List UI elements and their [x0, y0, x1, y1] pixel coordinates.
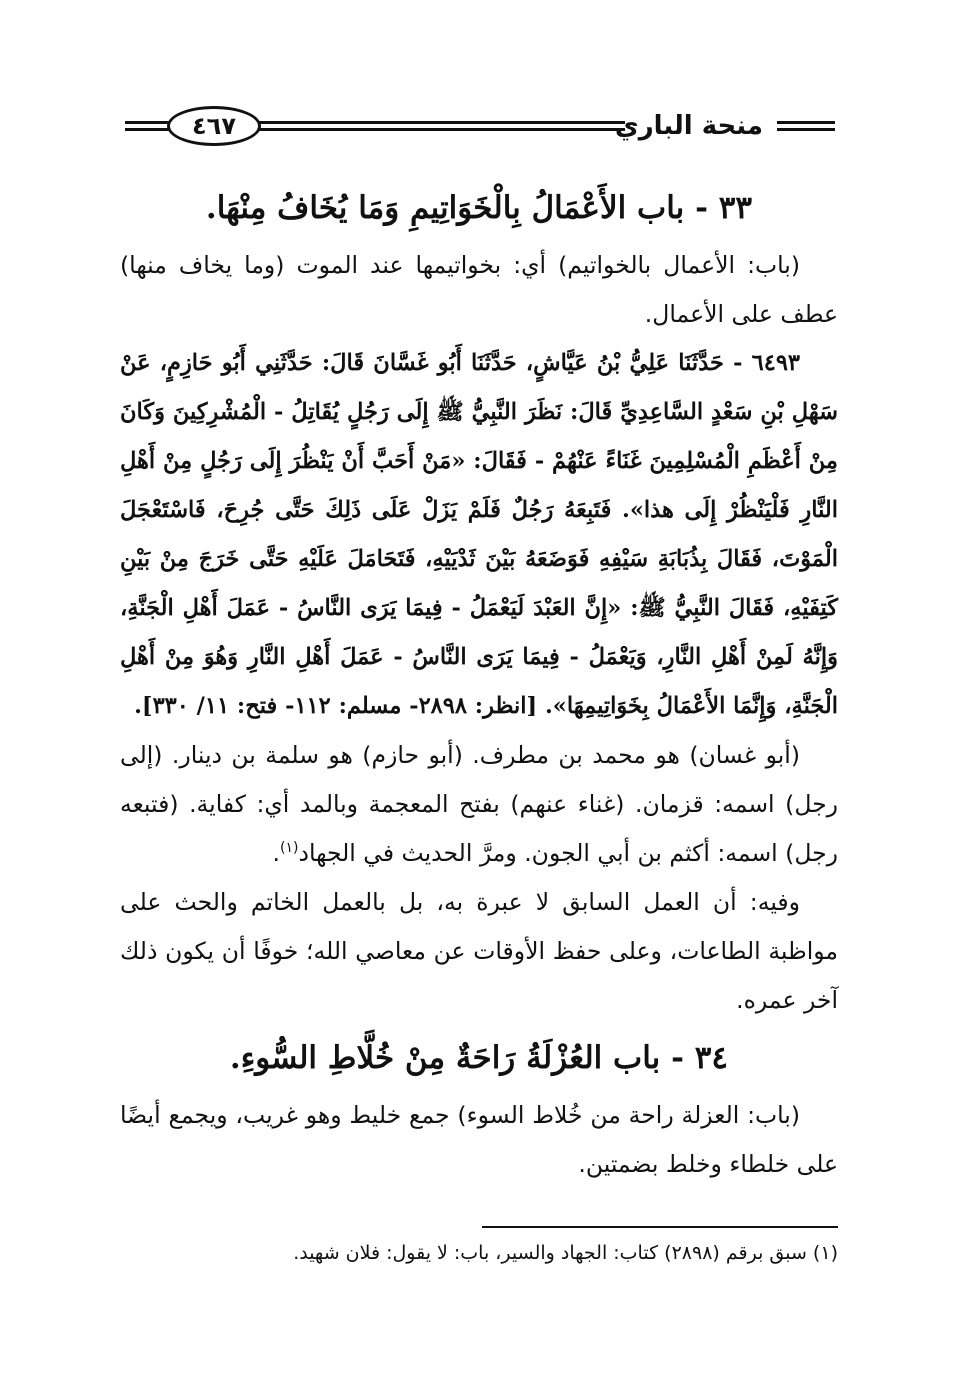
footnote: (١) سبق برقم (٢٨٩٨) كتاب: الجهاد والسير، باب: لا يقول: فلان شهيد.	[293, 1242, 838, 1264]
hadith-text: ٦٤٩٣ - حَدَّثَنَا عَلِيُّ بْنُ عَيَّاشٍ، حَدَّثَنَا أَبُو غَسَّانَ قَالَ: حَدَّثَنِي أَبُو حَازِمٍ، عَنْ سَهْلِ بْنِ سَعْدٍ السَّاعِدِيِّ قَالَ: نَظَرَ النَّبِيُّ ﷺ إِلَى رَجُلٍ يُقَاتِلُ - الْمُشْرِكِينَ وَكَانَ مِنْ أَعْظَمِ الْمُسْلِمِينَ غَنَاءً عَنْهُمْ - فَقَالَ: «مَنْ أَحَبَّ أَنْ يَنْظُرَ إِلَى رَجُلٍ مِنْ أَهْلِ النَّارِ فَلْيَنْظُرْ إِلَى هذا». فَتَبِعَهُ رَجُلٌ فَلَمْ يَزَلْ عَلَى ذَلِكَ حَتَّى جُرِحَ، فَاسْتَعْجَلَ الْمَوْتَ، فَقَالَ بِذُبَابَةِ سَيْفِهِ فَوَضَعَهُ بَيْنَ ثَدْيَيْهِ، فَتَحَامَلَ عَلَيْهِ حَتَّى خَرَجَ مِنْ بَيْنِ كَتِفَيْهِ، فَقَالَ النَّبِيُّ ﷺ: «إِنَّ العَبْدَ لَيَعْمَلُ - فِيمَا يَرَى النَّاسُ - عَمَلَ أَهْلِ الْجَنَّةِ، وَإِنَّهُ لَمِنْ أَهْلِ النَّارِ، وَيَعْمَلُ - فِيمَا يَرَى النَّاسُ - عَمَلَ أَهْلِ النَّارِ وَهُوَ مِنْ أَهْلِ الْجَنَّةِ، وَإِنَّمَا الأَعْمَالُ بِخَوَاتِيمِهَا». [انظر: ٢٨٩٨- مسلم: ١١٢- فتح: ١١/ ٣٣٠].	[120, 350, 838, 719]
chapter-heading-34: ٣٤ - باب العُزْلَةُ رَاحَةٌ مِنْ خُلَّاطِ السُّوءِ.	[229, 1040, 729, 1076]
footnote-separator	[482, 1226, 838, 1228]
header-rule-right	[777, 121, 835, 132]
commentary-narrators-end: .	[272, 839, 281, 867]
page-number: ٤٦٧	[167, 106, 261, 146]
running-header	[125, 100, 835, 154]
chapter-heading-33: ٣٣ - باب الأَعْمَالُ بِالْخَوَاتِيمِ وَمَا يُخَافُ مِنْهَا.	[205, 190, 753, 226]
page-body	[120, 175, 838, 1189]
commentary-narrators-text: (أبو غسان) هو محمد بن مطرف. (أبو حازم) هو سلمة بن دينار. (إلى رجل) اسمه: قزمان. (غناء عنهم) بفتح المعجمة وبالمد أي: كفاية. (فتبعه رجل) اسمه: أكثم بن أبي الجون. ومرَّ الحديث في الجهاد	[120, 741, 838, 867]
commentary-lesson: وفيه: أن العمل السابق لا عبرة به، بل بالعمل الخاتم والحث على مواظبة الطاعات، وعلى حفظ الأوقات عن معاصي الله؛ خوفًا أن يكون ذلك آخر عمره.	[120, 888, 838, 1014]
footnote-ref: (١)	[280, 840, 299, 857]
chapter-explanation-34: (باب: العزلة راحة من خُلاط السوء) جمع خليط وهو غريب، ويجمع أيضًا على خلطاء وخلط بضمتين.	[120, 1101, 838, 1178]
book-title: منحة الباري	[614, 111, 763, 141]
chapter-explanation-33: (باب: الأعمال بالخواتيم) أي: بخواتيمها عند الموت (وما يخاف منها) عطف على الأعمال.	[120, 251, 838, 328]
commentary-narrators	[120, 731, 838, 878]
